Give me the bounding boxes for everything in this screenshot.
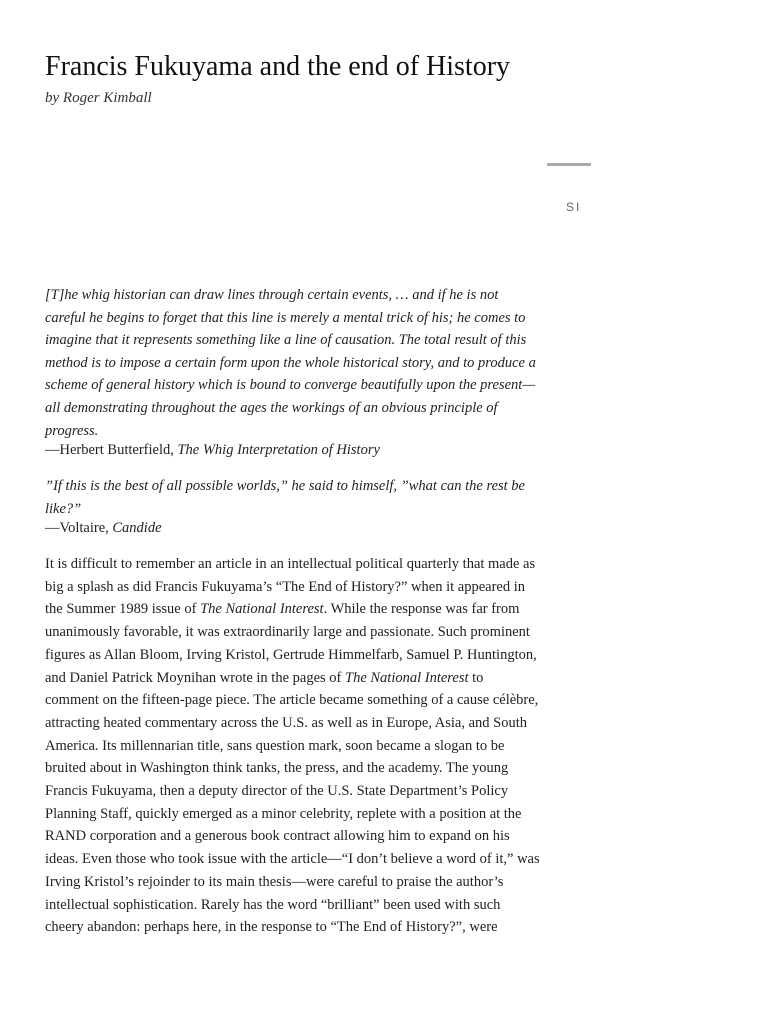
epigraph-voltaire xyxy=(45,475,540,537)
sidebar-divider xyxy=(547,163,591,166)
epigraph-quote: [T]he whig historian can draw lines through certain events, … and if he is not careful he begins to forget that this line is merely a mental trick of his; he comes to imagine that it represents something like a line of causation. The total result of this method is to impose a certain form upon the whole historical story, and to produce a scheme of general history which is bound to converge beautifully upon the present—all demonstrating throughout the ages the workings of an obvious principle of progress. xyxy=(45,287,536,439)
sidebar-label[interactable]: SI xyxy=(566,200,582,214)
epigraph-attribution xyxy=(45,520,540,537)
epigraph-work-title: Candide xyxy=(112,520,162,537)
article-byline: by Roger Kimball xyxy=(45,90,152,106)
epigraph-work-title: The Whig Interpretation of History xyxy=(177,442,380,459)
epigraph-author: —Voltaire, xyxy=(45,520,113,537)
epigraph-author: —Herbert Butterfield, xyxy=(45,442,178,459)
article-body-paragraph xyxy=(45,553,540,939)
epigraph-quote: ”If this is the best of all possible worlds,” he said to himself, ”what can the rest be like?” xyxy=(45,478,525,517)
article-header xyxy=(45,52,540,108)
epigraph-attribution xyxy=(45,442,540,459)
article-title: Francis Fukuyama and the end of History xyxy=(45,51,511,82)
body-text-segment: . While the response was far from unanimously favorable, it was extraordinarily large and passionate. Such prominent figures as Allan Bloom, Irving Kristol, Gertrude Himmelfarb, Samuel P. Huntington, and Daniel Patrick Moynihan wrote in the pages of xyxy=(45,601,537,686)
body-text-segment: to comment on the fifteen-page piece. The article became something of a cause célèbre, attracting heated commentary across the U.S. as well as in Europe, Asia, and South America. Its millennarian title, sans question mark, soon became a slogan to be bruited about in Washington think tanks, the press, and the academy. The young Francis Fukuyama, then a deputy director of the U.S. State Department’s Policy Planning Staff, quickly emerged as a minor celebrity, replete with a position at the RAND corporation and a generous book contract allowing him to expand on his ideas. Even those who took issue with the article—“I don’t believe a word of it,” was Irving Kristol’s rejoinder to its main thesis—were careful to praise the author’s intellectual sophistication. Rarely has the word “brilliant” been used with such cheery abandon: perhaps here, in the response to “The End of History?”, were xyxy=(45,669,540,936)
body-text-segment: It is difficult to remember an article in an intellectual political quarterly that made as big a splash as did Francis Fukuyama’s “The End of History?” when it appeared in the Summer 1989 issue of xyxy=(45,556,536,618)
epigraph-butterfield xyxy=(45,284,540,459)
publication-title: The National Interest xyxy=(345,669,469,686)
publication-title: The National Interest xyxy=(200,601,324,618)
